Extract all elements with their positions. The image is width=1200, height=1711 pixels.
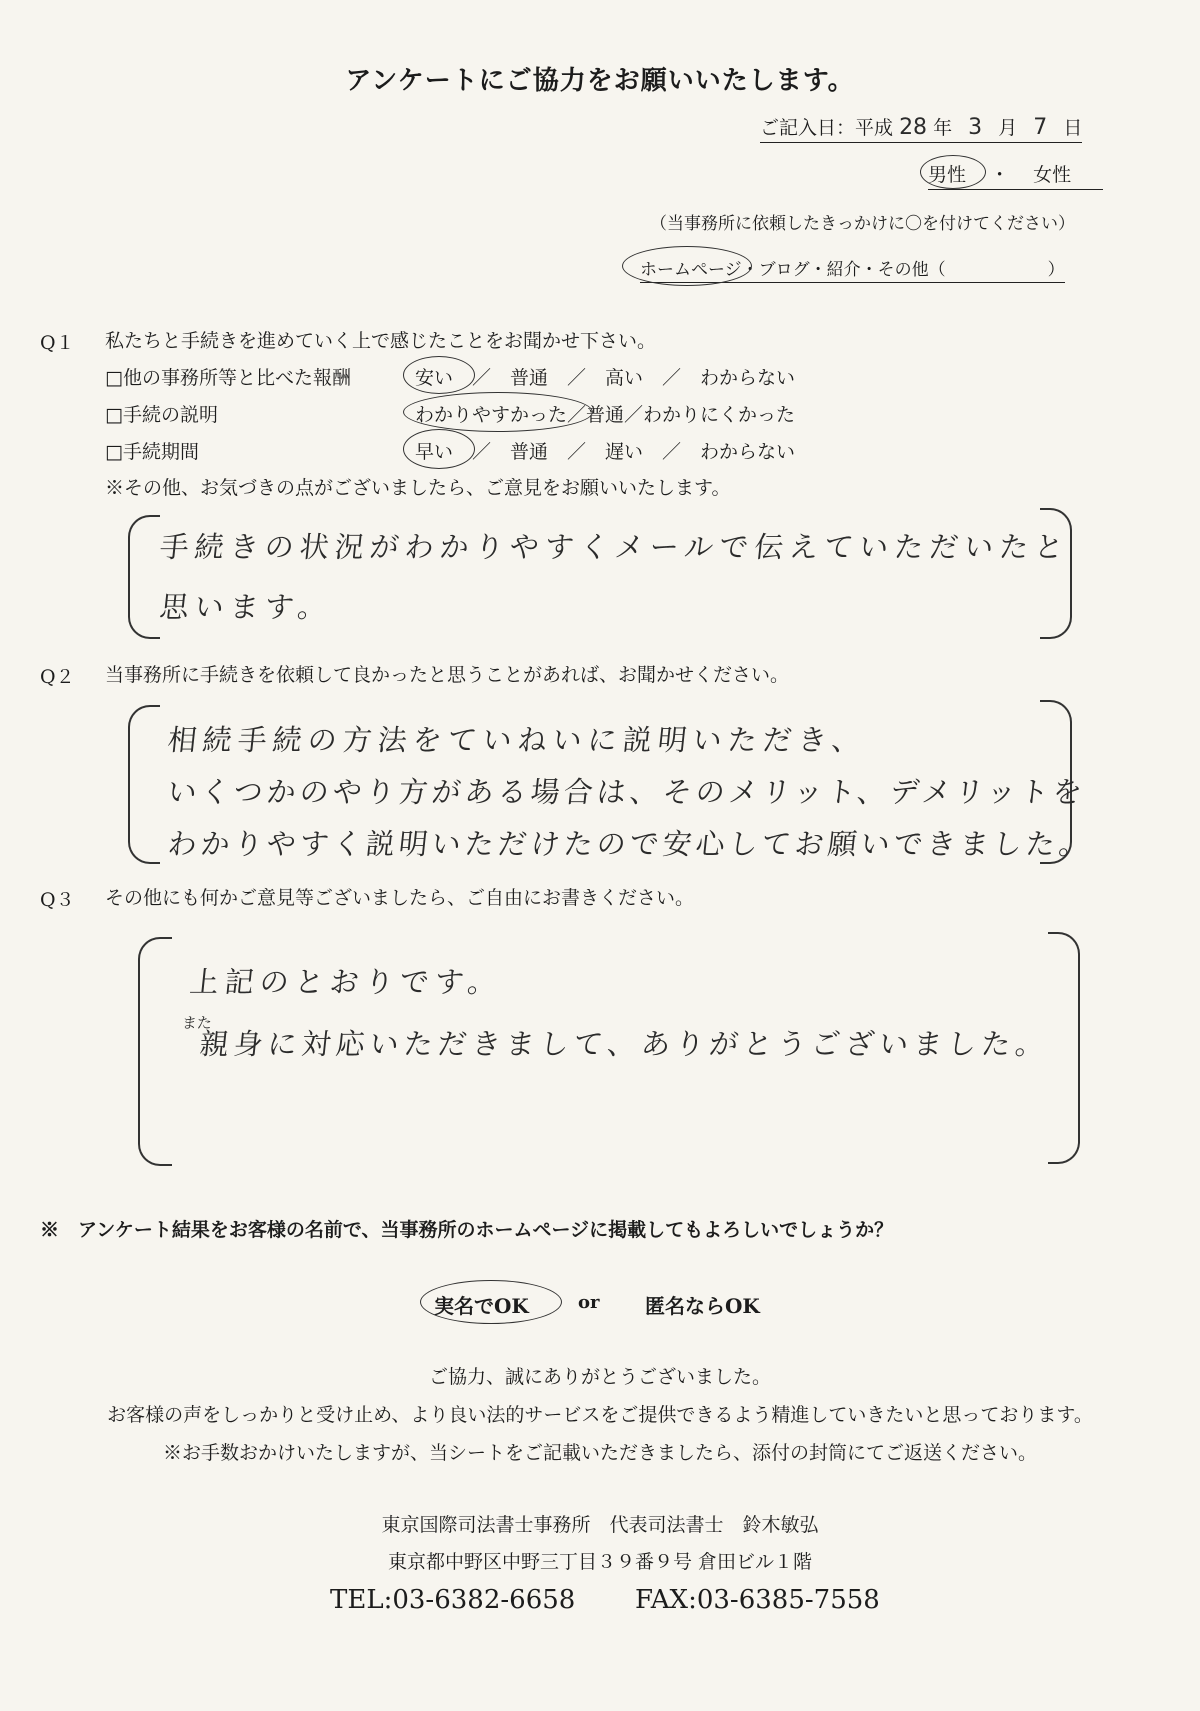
q1-period-selected-circle bbox=[403, 429, 475, 469]
date-month: 3 bbox=[968, 115, 983, 140]
q1-explanation-selected-circle bbox=[403, 392, 593, 432]
publish-question: ※ アンケート結果をお客様の名前で、当事務所のホームページに掲載してもよろしいでしょうか？ bbox=[40, 1219, 894, 1241]
closing-return-instruction: ※お手数おかけいたしますが、当シートをご記載いただきましたら、添付の封筒にてご返送ください。 bbox=[162, 1442, 1037, 1464]
gender-selected-circle bbox=[920, 155, 986, 189]
q2-question: 当事務所に手続きを依頼して良かったと思うことがあれば、お聞かせください。 bbox=[105, 664, 790, 686]
q3-answer-line-1: 上記のとおりです。 bbox=[188, 965, 505, 999]
date-month-unit: 月 bbox=[998, 117, 1018, 139]
referral-options: ホームページ・ブログ・紹介・その他（ ） bbox=[640, 255, 1065, 283]
office-address: 東京都中野区中野三丁目３９番９号 倉田ビル１階 bbox=[387, 1551, 813, 1573]
q2-answer-line-2: いくつかのやり方がある場合は、そのメリット、デメリットを bbox=[166, 775, 1088, 809]
q2-answer-line-3: わかりやすく説明いただけたので安心してお願いできました。 bbox=[166, 827, 1094, 861]
q1-item-fee-options: 安い ／ 普通 ／ 高い ／ わからない bbox=[415, 367, 796, 389]
gender-male: 男性 bbox=[928, 164, 967, 186]
date-day-unit: 日 bbox=[1063, 117, 1083, 139]
q2-answer-bracket-left bbox=[128, 705, 160, 864]
closing-commitment: お客様の声をしっかりと受け止め、より良い法的サービスをご提供できるよう精進していきたいと思っております。 bbox=[107, 1404, 1093, 1426]
publish-option-real: 実名でOK bbox=[434, 1294, 529, 1318]
office-fax: FAX:03-6385-7558 bbox=[635, 1585, 880, 1615]
q1-item-period-label: □手続期間 bbox=[105, 441, 199, 463]
referral-selected-circle bbox=[622, 246, 752, 286]
publish-option-anon: 匿名ならOK bbox=[645, 1294, 760, 1318]
date-year: 28 bbox=[899, 115, 928, 140]
q1-item-explanation-label: □手続の説明 bbox=[105, 404, 218, 426]
page-title: アンケートにご協力をお願いいたします。 bbox=[345, 66, 855, 96]
q3-answer-bracket-left bbox=[138, 937, 172, 1166]
q3-number: Q３ bbox=[40, 889, 75, 911]
q1-number: Q１ bbox=[40, 332, 75, 354]
q1-answer-bracket-left bbox=[128, 515, 160, 639]
q1-item-fee-label: □他の事務所等と比べた報酬 bbox=[105, 367, 351, 389]
q1-fee-selected-circle bbox=[403, 356, 475, 394]
date-day: 7 bbox=[1033, 115, 1048, 140]
q1-answer-line-2: 思います。 bbox=[158, 590, 335, 624]
referral-instruction: （当事務所に依頼したきっかけに〇を付けてください） bbox=[650, 214, 1075, 234]
q2-answer-line-1: 相続手続の方法をていねいに説明いただき、 bbox=[166, 723, 869, 757]
q3-question: その他にも何かご意見等ございましたら、ご自由にお書きください。 bbox=[105, 887, 695, 909]
date-label: ご記入日：平成 bbox=[760, 117, 894, 139]
publish-or: or bbox=[578, 1292, 600, 1313]
q1-question: 私たちと手続きを進めていく上で感じたことをお聞かせ下さい。 bbox=[105, 330, 657, 352]
date-line bbox=[760, 113, 1082, 143]
gender-separator: ・ bbox=[990, 164, 1010, 186]
q2-number: Q２ bbox=[40, 666, 75, 688]
q1-answer-line-1: 手続きの状況がわかりやすくメールで伝えていただいたと bbox=[158, 530, 1072, 564]
q1-item-period-options: 早い ／ 普通 ／ 遅い ／ わからない bbox=[415, 441, 796, 463]
closing-thanks: ご協力、誠にありがとうございました。 bbox=[428, 1366, 771, 1388]
q3-answer-line-2: 親身に対応いただきまして、ありがとうございました。 bbox=[198, 1027, 1052, 1061]
gender-female: 女性 bbox=[1033, 164, 1072, 186]
office-tel: TEL:03-6382-6658 bbox=[330, 1585, 576, 1615]
publish-selected-circle bbox=[420, 1280, 562, 1324]
date-year-unit: 年 bbox=[933, 117, 953, 139]
office-name: 東京国際司法書士事務所 代表司法書士 鈴木敏弘 bbox=[381, 1514, 819, 1536]
q3-answer-bracket-right bbox=[1048, 932, 1080, 1164]
q1-note: ※その他、お気づきの点がございましたら、ご意見をお願いいたします。 bbox=[105, 477, 731, 499]
q1-item-explanation-options: わかりやすかった／普通／わかりにくかった bbox=[415, 404, 796, 426]
q3-answer-prefix: また bbox=[181, 1014, 213, 1032]
